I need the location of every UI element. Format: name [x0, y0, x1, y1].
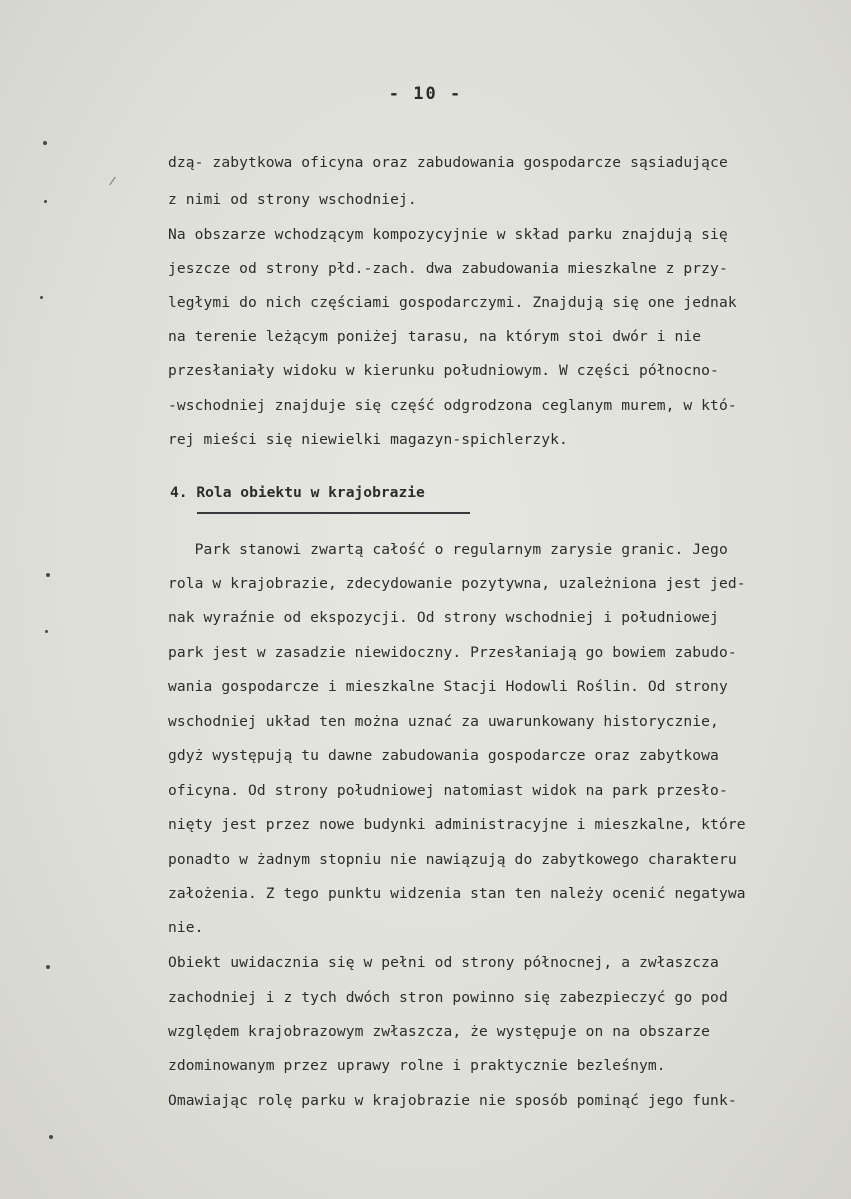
text-line: zachodniej i z tych dwóch stron powinno się zabezpieczyć go pod	[168, 989, 728, 1006]
text-line: wschodniej układ ten można uznać za uwarunkowany historycznie,	[168, 713, 719, 730]
text-line: zdominowanym przez uprawy rolne i praktycznie bezleśnym.	[168, 1057, 666, 1074]
page-number: - 10 -	[388, 84, 463, 104]
text-line: względem krajobrazowym zwłaszcza, że występuje on na obszarze	[168, 1023, 711, 1040]
text-line: dzą- zabytkowa oficyna oraz zabudowania gospodarcze sąsiadujące	[168, 154, 728, 171]
text-line: -wschodniej znajduje się część odgrodzona ceglanym murem, w któ-	[168, 397, 737, 414]
text-line: wania gospodarcze i mieszkalne Stacji Hodowli Roślin. Od strony	[168, 678, 728, 695]
paper-mark	[43, 141, 47, 145]
text-line: z nimi od strony wschodniej.	[168, 191, 417, 208]
paper-mark	[46, 965, 50, 969]
paper-mark	[45, 630, 48, 633]
text-line: oficyna. Od strony południowej natomiast widok na park przesło-	[168, 782, 728, 799]
paper-mark	[49, 1135, 53, 1139]
text-line: park jest w zasadzie niewidoczny. Przesłaniają go bowiem zabudo-	[168, 644, 737, 661]
text-line: rej mieści się niewielki magazyn-spichlerzyk.	[168, 431, 568, 448]
text-line: nak wyraźnie od ekspozycji. Od strony wschodniej i południowej	[168, 609, 719, 626]
paper-mark	[40, 296, 43, 299]
text-line: gdyż występują tu dawne zabudowania gospodarcze oraz zabytkowa	[168, 747, 719, 764]
paper-mark	[109, 177, 116, 186]
text-line: Obiekt uwidacznia się w pełni od strony północnej, a zwłaszcza	[168, 954, 719, 971]
text-line: nie.	[168, 919, 204, 936]
text-line: założenia. Z tego punktu widzenia stan ten należy ocenić negatywa	[168, 885, 746, 902]
text-line: Na obszarze wchodzącym kompozycyjnie w skład parku znajdują się	[168, 226, 728, 243]
text-line: Park stanowi zwartą całość o regularnym zarysie granic. Jego	[168, 541, 728, 558]
text-line: przesłaniały widoku w kierunku południowym. W części północno-	[168, 362, 719, 379]
text-line: Omawiając rolę parku w krajobrazie nie sposób pominąć jego funk-	[168, 1092, 737, 1109]
paper-mark	[46, 573, 50, 577]
text-line: na terenie leżącym poniżej tarasu, na którym stoi dwór i nie	[168, 328, 702, 345]
text-line: ległymi do nich częściami gospodarczymi. Znajdują się one jednak	[168, 294, 737, 311]
section-heading: 4. Rola obiektu w krajobrazie	[170, 484, 425, 501]
text-line: nięty jest przez nowe budynki administracyjne i mieszkalne, które	[168, 816, 746, 833]
heading-underline	[197, 512, 470, 514]
text-line: jeszcze od strony płd.-zach. dwa zabudowania mieszkalne z przy-	[168, 260, 728, 277]
text-line: rola w krajobrazie, zdecydowanie pozytywna, uzależniona jest jed-	[168, 575, 746, 592]
text-line: ponadto w żadnym stopniu nie nawiązują do zabytkowego charakteru	[168, 851, 737, 868]
paper-mark	[44, 200, 47, 203]
